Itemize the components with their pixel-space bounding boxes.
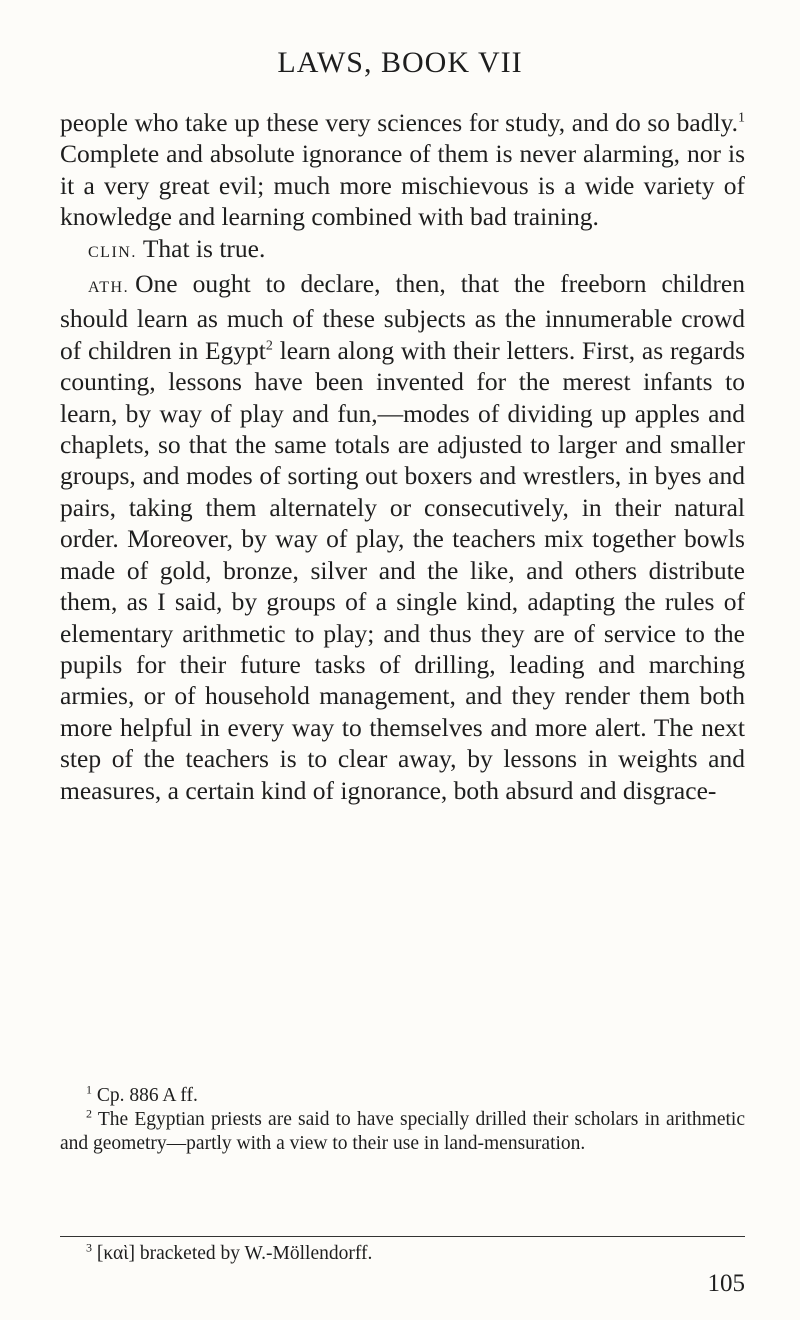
running-header: LAWS, BOOK VII [277, 46, 523, 79]
page-number: 105 [707, 1270, 745, 1297]
footnote-divider [60, 1236, 745, 1237]
footnote-marker: 1 [738, 110, 745, 126]
footnote: $^1$ Cp. 886 A ff. [86, 1082, 198, 1106]
footnotes [60, 1084, 745, 1156]
critical-note: $^3$ [καὶ] bracketed by W.-Möllendorff. [86, 1240, 373, 1264]
speaker-label: ATH. [88, 279, 130, 297]
speaker-label: CLIN. [88, 243, 137, 261]
dialogue-line: CLIN. That is true. [88, 233, 266, 263]
main-text [60, 107, 745, 806]
footnote-marker: 2 [265, 338, 273, 354]
footnote: $^2$ The Egyptian priests are said to have specially drilled their scholars in arithmetic and geometry—partly with a view to their use in land-mensuration. [60, 1106, 745, 1154]
dialogue-line: ATH. One ought to declare, then, that the freeborn children should learn as much of these subjects as the innumerable crowd of children in Egypt$^2$ learn along with their letters. First, as regards counting, lessons have been invented for the merest infants to learn, by way of play and fun,—modes of dividing up apples and chaplets, so that the same totals are adjusted to larger and smaller groups, and modes of sorting out boxers and wrestlers, in byes and pairs, taking them alternately or consecutively, in their natural order. Moreover, by way of play, the teachers mix together bowls made of gold, bronze, silver and the like, and others distribute them, as I said, by groups of a single kind, adapting the rules of elementary arithmetic to play; and thus they are of service to the pupils for their future tasks of drilling, leading and marching armies, or of household management, and they render them both more helpful in every way to themselves and more alert. The next step of the teachers is to clear away, by lessons in weights and measures, a certain kind of ignorance, both absurd and disgrace- [60, 269, 745, 805]
paragraph: people who take up these very sciences for study, and do so badly.$^1$ Complete and absolute ignorance of them is never alarming, nor is it a very great evil; much more mischievous is a wide variety of knowledge and learning combined with bad training. [60, 108, 745, 232]
